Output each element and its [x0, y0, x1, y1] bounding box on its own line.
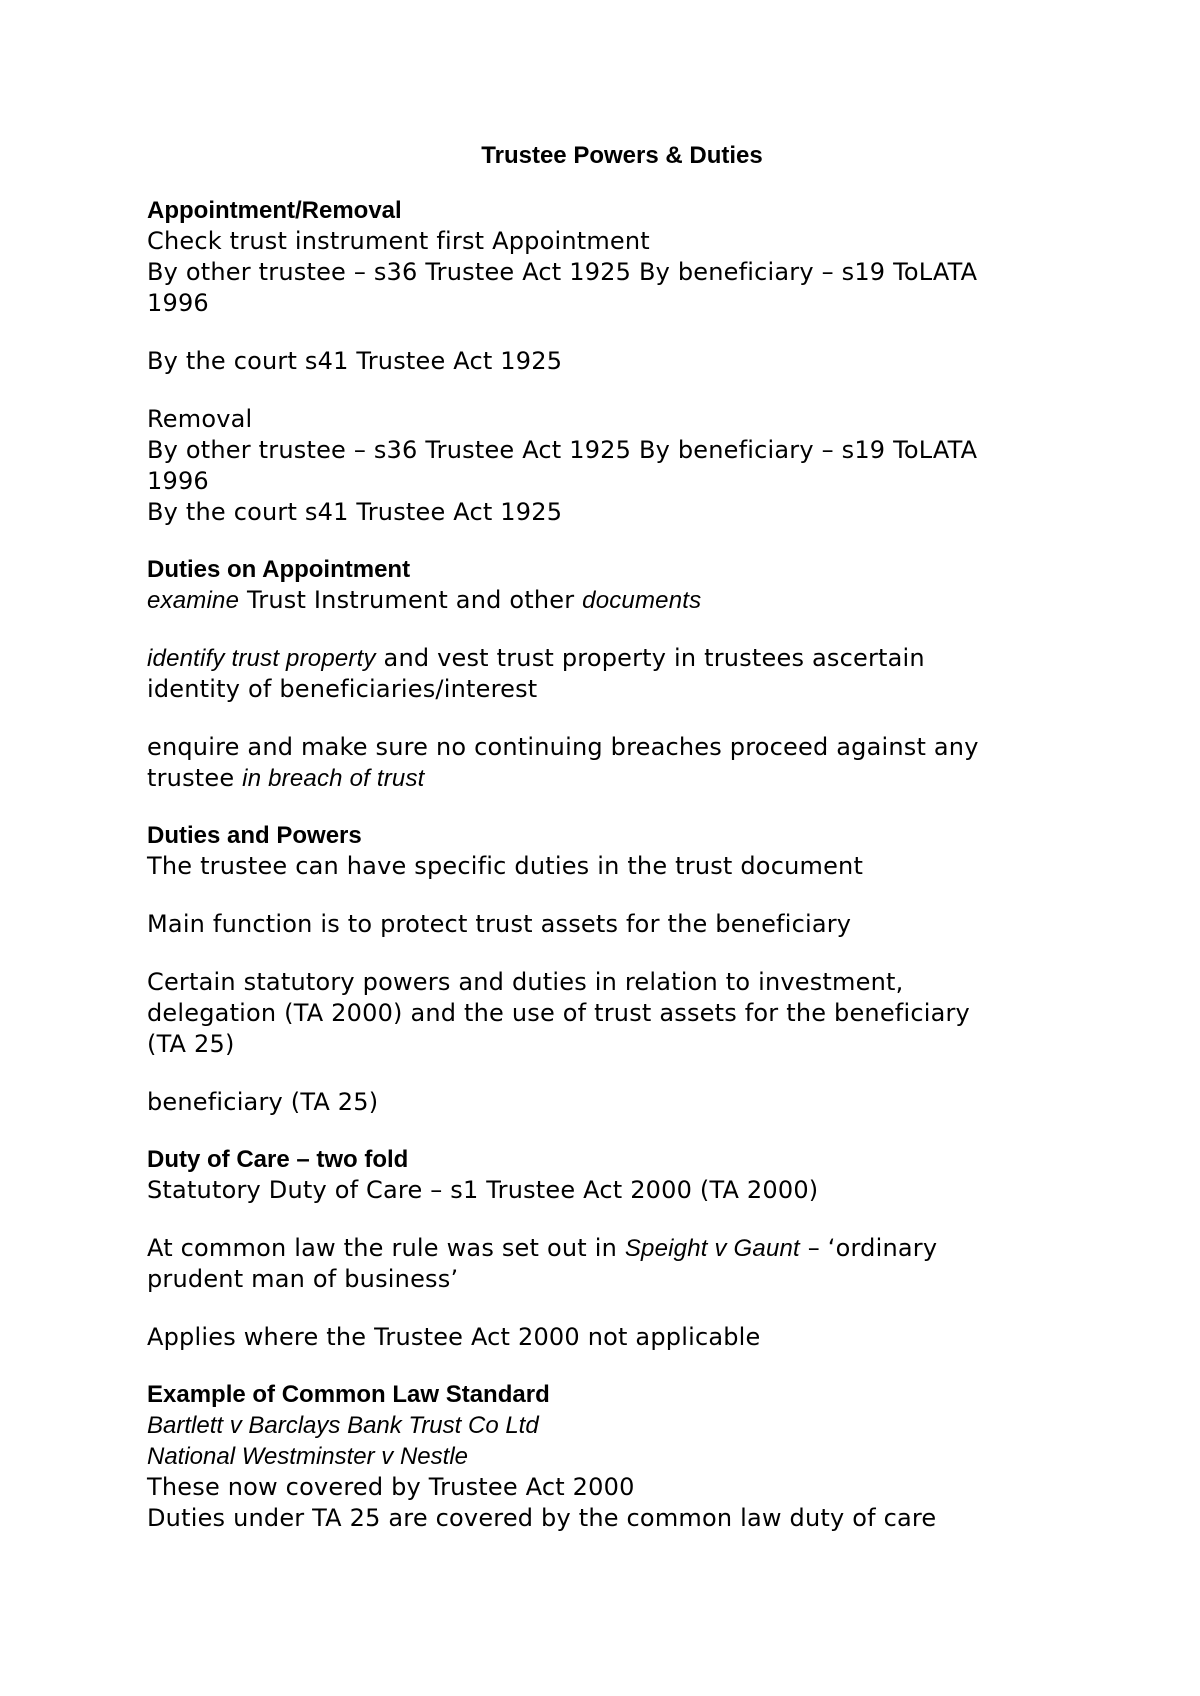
text-span: Trust Instrument and other [239, 586, 583, 614]
text-span: trustee [147, 764, 243, 792]
text-line: Check trust instrument first Appointment [147, 227, 650, 255]
section-heading: Duties and Powers [147, 822, 362, 849]
section-common-law-standard [147, 1380, 1087, 1534]
text-line: (TA 25) [147, 1030, 235, 1058]
text-line: Duties under TA 25 are covered by the common law duty of care [147, 1504, 937, 1532]
section-duty-of-care [147, 1145, 1087, 1353]
paragraph: The trustee can have specific duties in the trust document [147, 852, 864, 880]
section-duties-and-powers [147, 821, 1087, 1118]
paragraph [147, 585, 1087, 616]
paragraph: Applies where the Trustee Act 2000 not applicable [147, 1323, 761, 1351]
text-line: enquire and make sure no continuing breaches proceed against any [147, 733, 979, 761]
text-line [147, 643, 1087, 674]
text-line: By the court s41 Trustee Act 1925 [147, 498, 563, 526]
text-line: By other trustee – s36 Trustee Act 1925 By beneficiary – s19 ToLATA [147, 258, 978, 286]
section-heading: Example of Common Law Standard [147, 1381, 550, 1408]
case-name: Bartlett v Barclays Bank Trust Co Ltd [147, 1412, 539, 1439]
italic-term: identify trust property [147, 645, 376, 672]
section-heading: Duties on Appointment [147, 556, 411, 583]
text-line: These now covered by Trustee Act 2000 [147, 1473, 635, 1501]
section-duties-on-appointment [147, 555, 1087, 794]
text-line: By the court s41 Trustee Act 1925 [147, 347, 563, 375]
text-line: 1996 [147, 467, 209, 495]
removal-label: Removal [147, 405, 253, 433]
italic-term: documents [582, 587, 702, 614]
text-line: delegation (TA 2000) and the use of trust assets for the beneficiary [147, 999, 970, 1027]
paragraph: Statutory Duty of Care – s1 Trustee Act 2000 (TA 2000) [147, 1176, 819, 1204]
text-span: and vest trust property in trustees ascertain [375, 644, 925, 672]
italic-term: in breach of trust [242, 765, 425, 792]
text-span: At common law the rule was set out in [147, 1234, 625, 1262]
text-line [147, 1233, 1087, 1264]
case-name: National Westminster v Nestle [147, 1443, 468, 1470]
section-heading: Appointment/Removal [147, 197, 402, 224]
text-line [147, 763, 1087, 794]
text-span: – ‘ordinary [799, 1234, 938, 1262]
section-heading: Duty of Care – two fold [147, 1146, 409, 1173]
paragraph: beneficiary (TA 25) [147, 1088, 379, 1116]
text-line: By other trustee – s36 Trustee Act 1925 By beneficiary – s19 ToLATA [147, 436, 978, 464]
text-line: Certain statutory powers and duties in relation to investment, [147, 968, 904, 996]
paragraph: Main function is to protect trust assets for the beneficiary [147, 910, 852, 938]
section-appointment-removal [147, 196, 1087, 528]
document-page [147, 140, 1087, 1561]
text-line: 1996 [147, 289, 209, 317]
text-line: prudent man of business’ [147, 1265, 459, 1293]
italic-term: examine [147, 587, 240, 614]
document-title: Trustee Powers & Duties [481, 142, 763, 169]
case-name: Speight v Gaunt [624, 1235, 800, 1262]
text-line: identity of beneficiaries/interest [147, 675, 538, 703]
